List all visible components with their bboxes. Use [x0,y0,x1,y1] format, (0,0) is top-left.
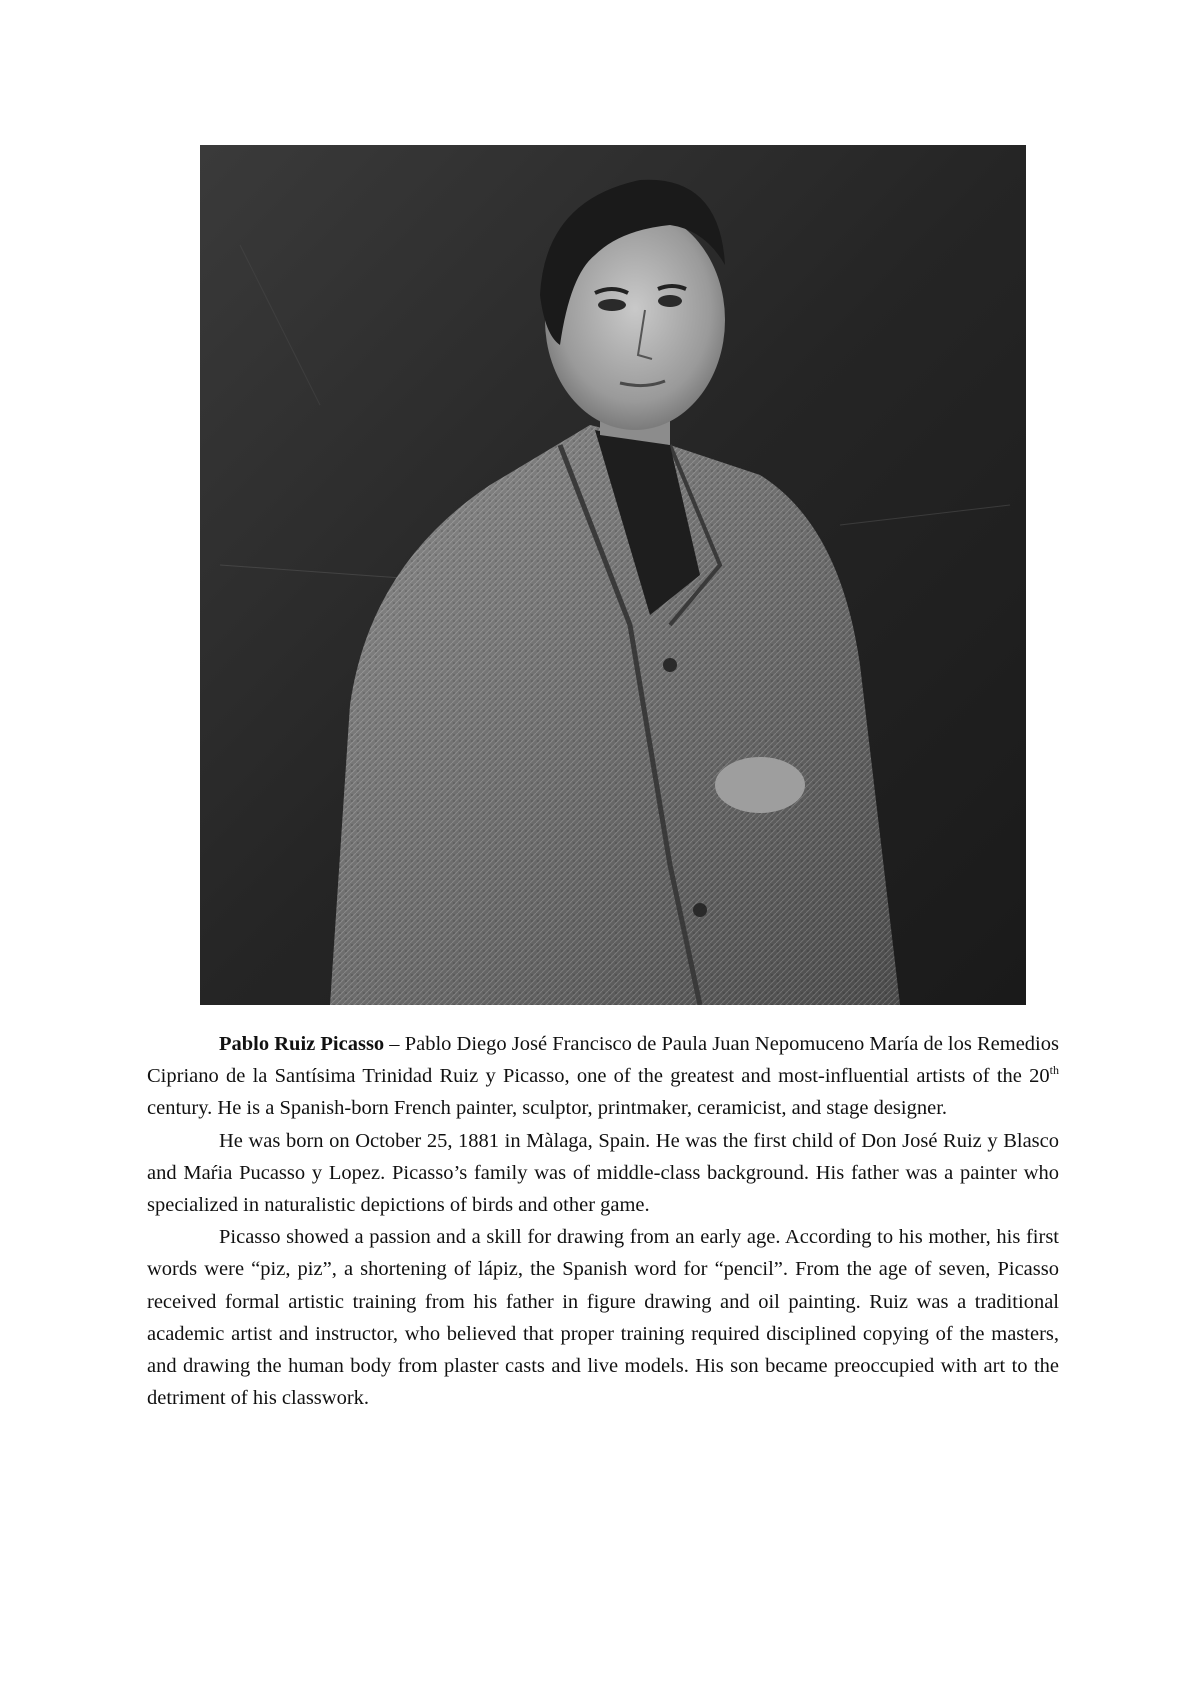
portrait-photo [200,145,1026,1005]
birth-paragraph: He was born on October 25, 1881 in Màlaga, Spain. He was the first child of Don José Ruiz y Blasco and Maŕia Pucasso y Lopez. Picasso’s family was of middle-class background. His father was a painter who specialized in naturalistic depictions of birds and other game. [147,1129,1059,1217]
intro-text-part-1: – Pablo Diego José Francisco de Paula Juan Nepomuceno María de los Remedios Cipriano de la Santísima Trinidad Ruiz y Picasso, one of the greatest and most-influential artists of the 20 [147,1033,1059,1088]
early-life-paragraph: Picasso showed a passion and a skill for drawing from an early age. According to his mother, his first words were “piz, piz”, a shortening of lápiz, the Spanish word for “pencil”. From the age of seven, Picasso received formal artistic training from his father in figure drawing and oil painting. Ruiz was a traditional academic artist and instructor, who believed that proper training required disciplined copying of the masters, and drawing the human body from plaster casts and live models. His son became preoccupied with art to the detriment of his classwork. [147,1226,1059,1410]
portrait-photo-icon [200,145,1026,1005]
biography-text [147,1028,1059,1414]
intro-text-part-2: century. He is a Spanish-born French painter, sculptor, printmaker, ceramicist, and stage designer. [147,1097,948,1120]
ordinal-suffix: th [1049,1063,1059,1078]
intro-paragraph [147,1028,1059,1125]
subject-name: Pablo Ruiz Picasso [219,1033,385,1055]
